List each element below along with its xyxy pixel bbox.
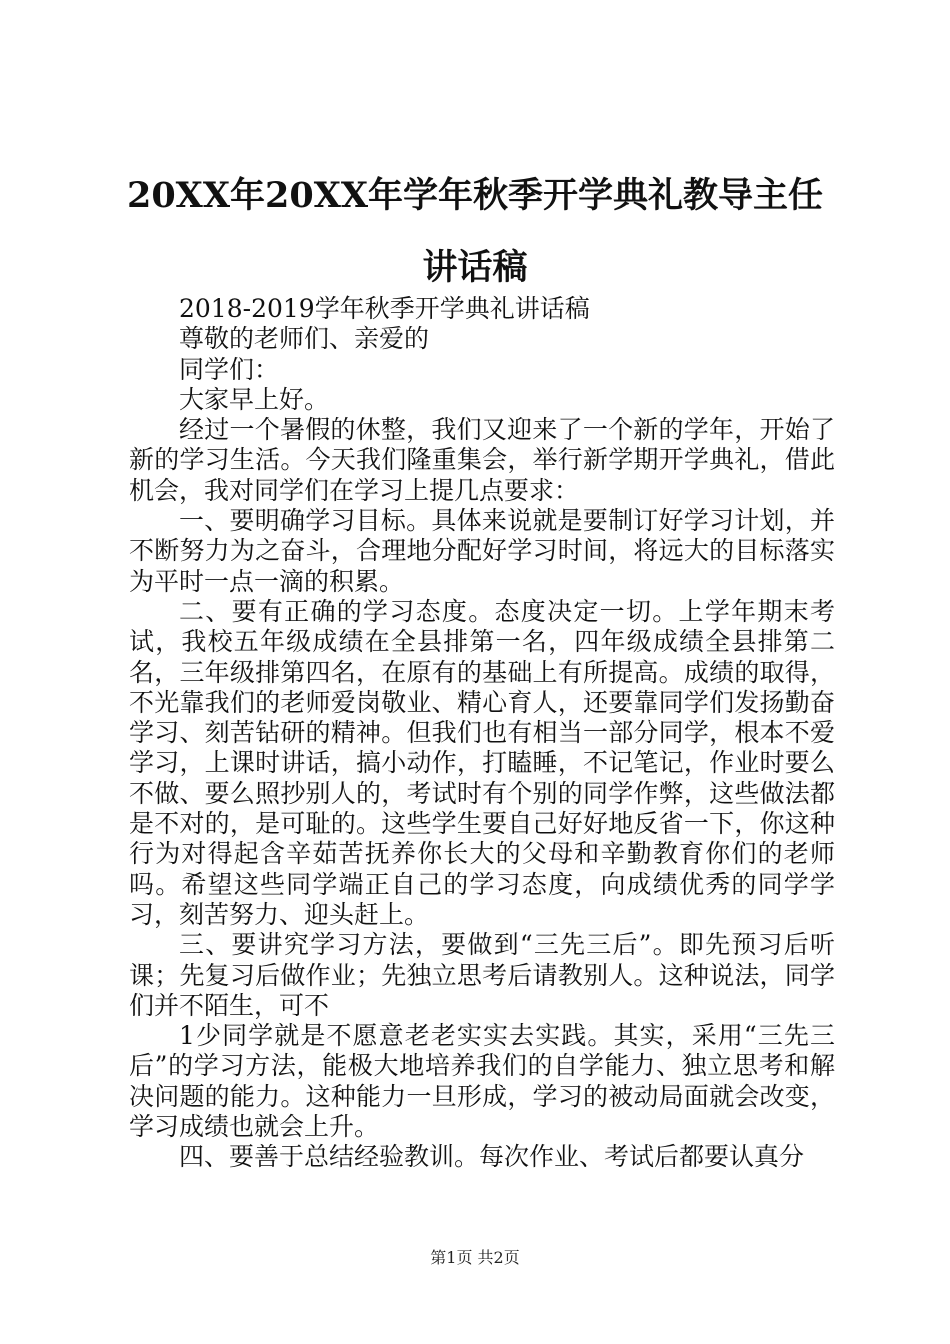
paragraph-heading: 2018-2019学年秋季开学典礼讲话稿 <box>179 294 590 323</box>
paragraph-point-2: 二、要有正确的学习态度。态度决定一切。上学年期末考试，我校五年级成绩在全县排第一名，四年级成绩全县排第二名，三年级排第四名，在原有的基础上有所提高。成绩的取得，不光靠我们的老师爱岗敬业、精心育人，还要靠同学们发扬勤奋学习、刻苦钻研的精神。但我们也有相当一部分同学，根本不爱学习，上课时讲话，搞小动作，打瞌睡，不记笔记，作业时要么不做、要么照抄别人的，考试时有个别的同学作弊，这些做法都是不对的，是可耻的。这些学生要自己好好地反省一下，你这种行为对得起含辛茹苦抚养你长大的父母和辛勤教育你们的老师吗。希望这些同学端正自己的学习态度，向成绩优秀的同学学习，刻苦努力、迎头赶上。 <box>129 596 835 929</box>
paragraph-point-3-cont: 1少同学就是不愿意老老实实去实践。其实，采用“三先三后”的学习方法，能极大地培养我们的自学能力、独立思考和解决问题的能力。这种能力一旦形成，学习的被动局面就会改变，学习成绩也就会上升。 <box>129 1021 835 1142</box>
paragraph-point-1: 一、要明确学习目标。具体来说就是要制订好学习计划，并不断努力为之奋斗，合理地分配好学习时间，将远大的目标落实为平时一点一滴的积累。 <box>129 506 835 596</box>
document-title: 20XX年20XX年学年秋季开学典礼教导主任讲话稿 <box>126 175 824 288</box>
paragraph-intro: 经过一个暑假的休整，我们又迎来了一个新的学年，开始了新的学习生活。今天我们隆重集会，举行新学期开学典礼，借此机会，我对同学们在学习上提几点要求： <box>129 415 835 505</box>
paragraph-point-4: 四、要善于总结经验教训。每次作业、考试后都要认真分 <box>179 1142 805 1172</box>
paragraph-salutation-cont: 同学们： <box>179 354 280 384</box>
page-footer: 第1页 共2页 <box>430 1248 520 1267</box>
paragraph-point-3: 三、要讲究学习方法，要做到“三先三后”。即先预习后听课；先复习后做作业；先独立思考后请教别人。这种说法，同学们并不陌生，可不 <box>129 930 835 1020</box>
paragraph-salutation: 尊敬的老师们、亲爱的 <box>179 324 430 354</box>
document-body <box>129 294 835 1173</box>
paragraph-greeting: 大家早上好。 <box>179 384 330 414</box>
